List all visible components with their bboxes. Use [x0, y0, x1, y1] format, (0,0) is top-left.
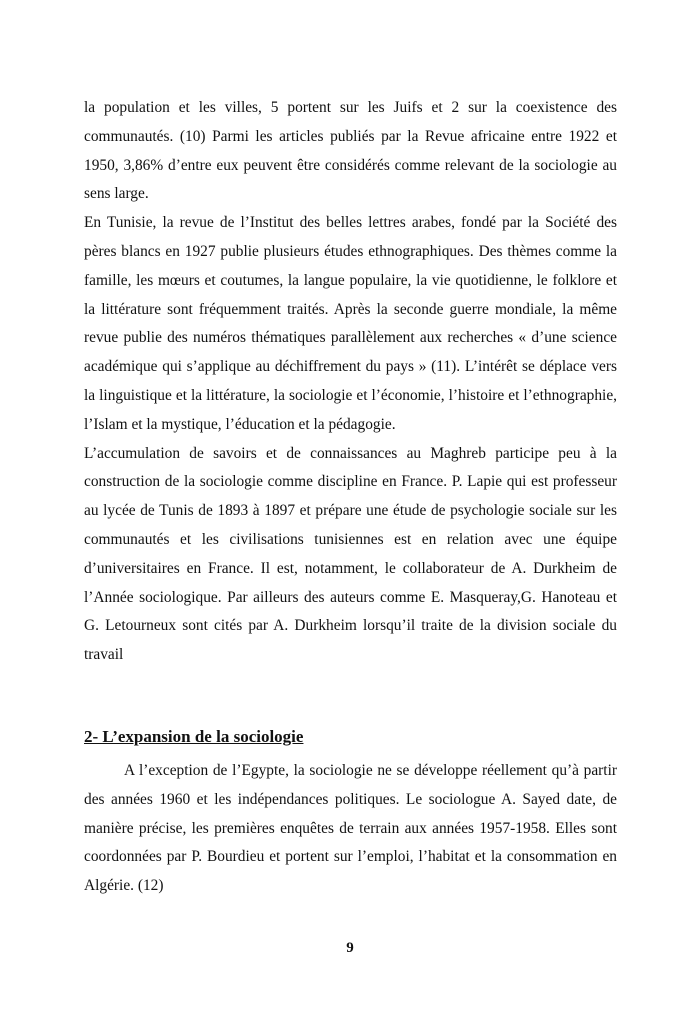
page-number: 9 — [346, 940, 354, 956]
section-heading: 2- L’expansion de la sociologie — [84, 727, 304, 746]
body-text-top — [84, 94, 617, 670]
paragraph-population: la population et les villes, 5 portent sur les Juifs et 2 sur la coexistence des communautés. (10) Parmi les articles publiés par la Revue africaine entre 1922 et 1950, 3,86% d’entre eux peuvent être considérés comme relevant de la sociologie au sens large. — [84, 99, 617, 203]
paragraph-tunisie: En Tunisie, la revue de l’Institut des belles lettres arabes, fondé par la Société des pères blancs en 1927 publie plusieurs études ethnographiques. Des thèmes comme la famille, les mœurs et coutumes, la langue populaire, la vie quotidienne, le folklore et la littérature sont fréquemment traités. Après la seconde guerre mondiale, la même revue publie des numéros thématiques parallèlement aux recherches « d’une science académique qui s’applique au déchiffrement du pays » (11). L’intérêt se déplace vers la linguistique et la littérature, la sociologie et l’économie, l’histoire et l’ethnographie, l’Islam et la mystique, l’éducation et la pédagogie. — [84, 214, 617, 433]
body-text-section — [84, 757, 617, 901]
paragraph-expansion: A l’exception de l’Egypte, la sociologie ne se développe réellement qu’à partir des années 1960 et les indépendances politiques. Le sociologue A. Sayed date, de manière précise, les premières enquêtes de terrain aux années 1957-1958. Elles sont coordonnées par P. Bourdieu et portent sur l’emploi, l’habitat et la consommation en Algérie. (12) — [84, 762, 617, 895]
paragraph-maghreb: L’accumulation de savoirs et de connaissances au Maghreb participe peu à la construction de la sociologie comme discipline en France. P. Lapie qui est professeur au lycée de Tunis de 1893 à 1897 et prépare une étude de psychologie sociale sur les communautés et les civilisations tunisiennes est en relation avec une équipe d’universitaires en France. Il est, notamment, le collaborateur de A. Durkheim de l’Année sociologique. Par ailleurs des auteurs comme E. Masqueray,G. Hanoteau et G. Letourneux sont cités par A. Durkheim lorsqu’il traite de la division sociale du travail — [84, 444, 617, 664]
